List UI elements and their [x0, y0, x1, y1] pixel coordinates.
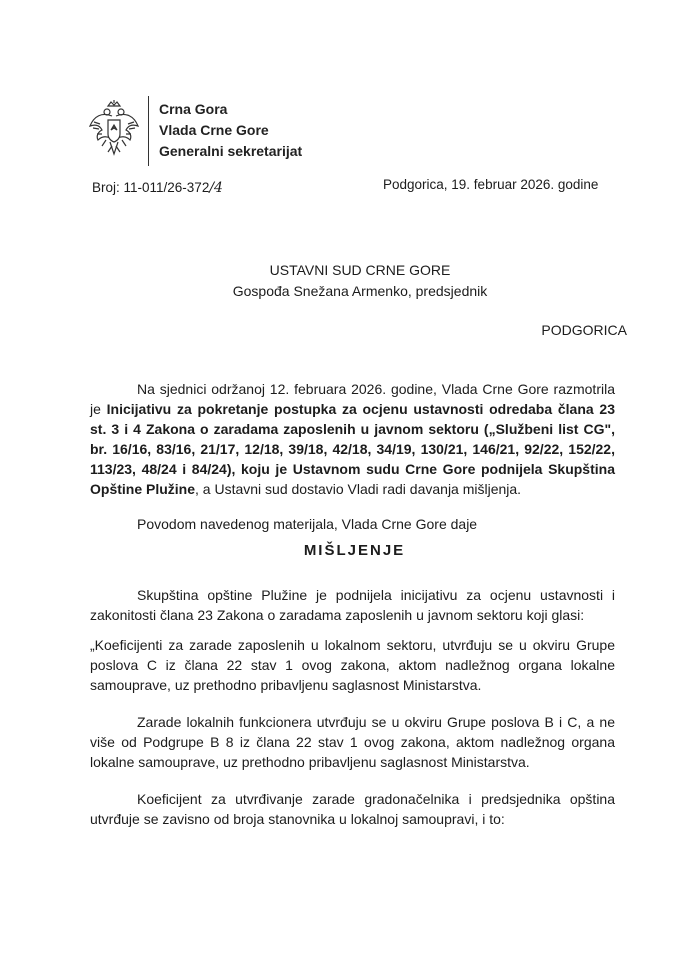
paragraph-quote-2: Zarade lokalnih funkcionera utvrđuju se u okviru Grupe poslova B i C, a ne više od Podgrupe B 8 iz člana 22 stav 1 ovog zakona, aktom nadležnog organa lokalne samouprave, uz prethodno pribavljenu saglasnost Ministarstva. — [90, 714, 615, 770]
p1-initiative: Inicijativu za pokretanje postupka za ocjenu ustavnosti odredaba člana 23 st. 3 i 4 Zakona o zaradama zaposlenih u javnom sektoru („Službeni list CG", br. 16/16, 83/16, 21/17, 12/18, 39/18, 42/18, 34/19, 130/21, 146/21, 92/22, 152/22, 113/23, 48/24 i 84/24), koju je Ustavnom sudu Crne Gore podnijela Skupština Opštine Plužine — [90, 401, 615, 497]
paragraph-quote-3: Koeficijent za utvrđivanje zarade gradonačelnika i predsjednika opština utvrđuje se zavisno od broja stanovnika u lokalnoj samoupravi, i to: — [90, 791, 615, 827]
coat-of-arms-icon — [88, 100, 140, 162]
addressee-city: PODGORICA — [541, 322, 627, 338]
paragraph-opinion-intro: Povodom navedenog materijala, Vlada Crne Gore daje — [137, 516, 478, 532]
reference-number — [92, 180, 223, 196]
paragraph-session — [90, 379, 615, 499]
opinion-heading: MIŠLJENJE — [303, 542, 406, 559]
p1-intro: Na sjednici održanoj 12. februara 2026. godine, Vlada Crne Gore razmotrila je — [90, 381, 615, 417]
handwritten-suffix: /4 — [209, 180, 223, 196]
paragraph-quote-1: „Koeficijenti za zarade zaposlenih u lokalnom sektoru, utvrđuju se u okviru Grupe poslova C iz člana 22 stav 1 ovog zakona, aktom nadležnog organa lokalne samouprave, uz prethodno pribavljenu saglasnost Ministarstva. — [90, 637, 615, 693]
addressee-person: Gospođa Snežana Armenko, predsjednik — [232, 283, 488, 299]
reference-number-text: Broj: 11-011/26-372 — [92, 180, 210, 195]
issuer-office: Generalni sekretarijat — [159, 143, 303, 159]
document-date: Podgorica, 19. februar 2026. godine — [383, 177, 599, 192]
issuer-government: Vlada Crne Gore — [159, 122, 269, 138]
addressee-institution: USTAVNI SUD CRNE GORE — [269, 262, 451, 278]
issuer-country: Crna Gora — [159, 101, 228, 117]
header-divider — [148, 96, 149, 166]
issuer-block — [159, 99, 302, 162]
p1-outro: , a Ustavni sud dostavio Vladi radi davanja mišljenja. — [195, 481, 522, 497]
paragraph-initiative-summary: Skupština opštine Plužine je podnijela inicijativu za ocjenu ustavnosti i zakonitosti člana 23 Zakona o zaradama zaposlenih u javnom sektoru koji glasi: — [90, 587, 615, 623]
